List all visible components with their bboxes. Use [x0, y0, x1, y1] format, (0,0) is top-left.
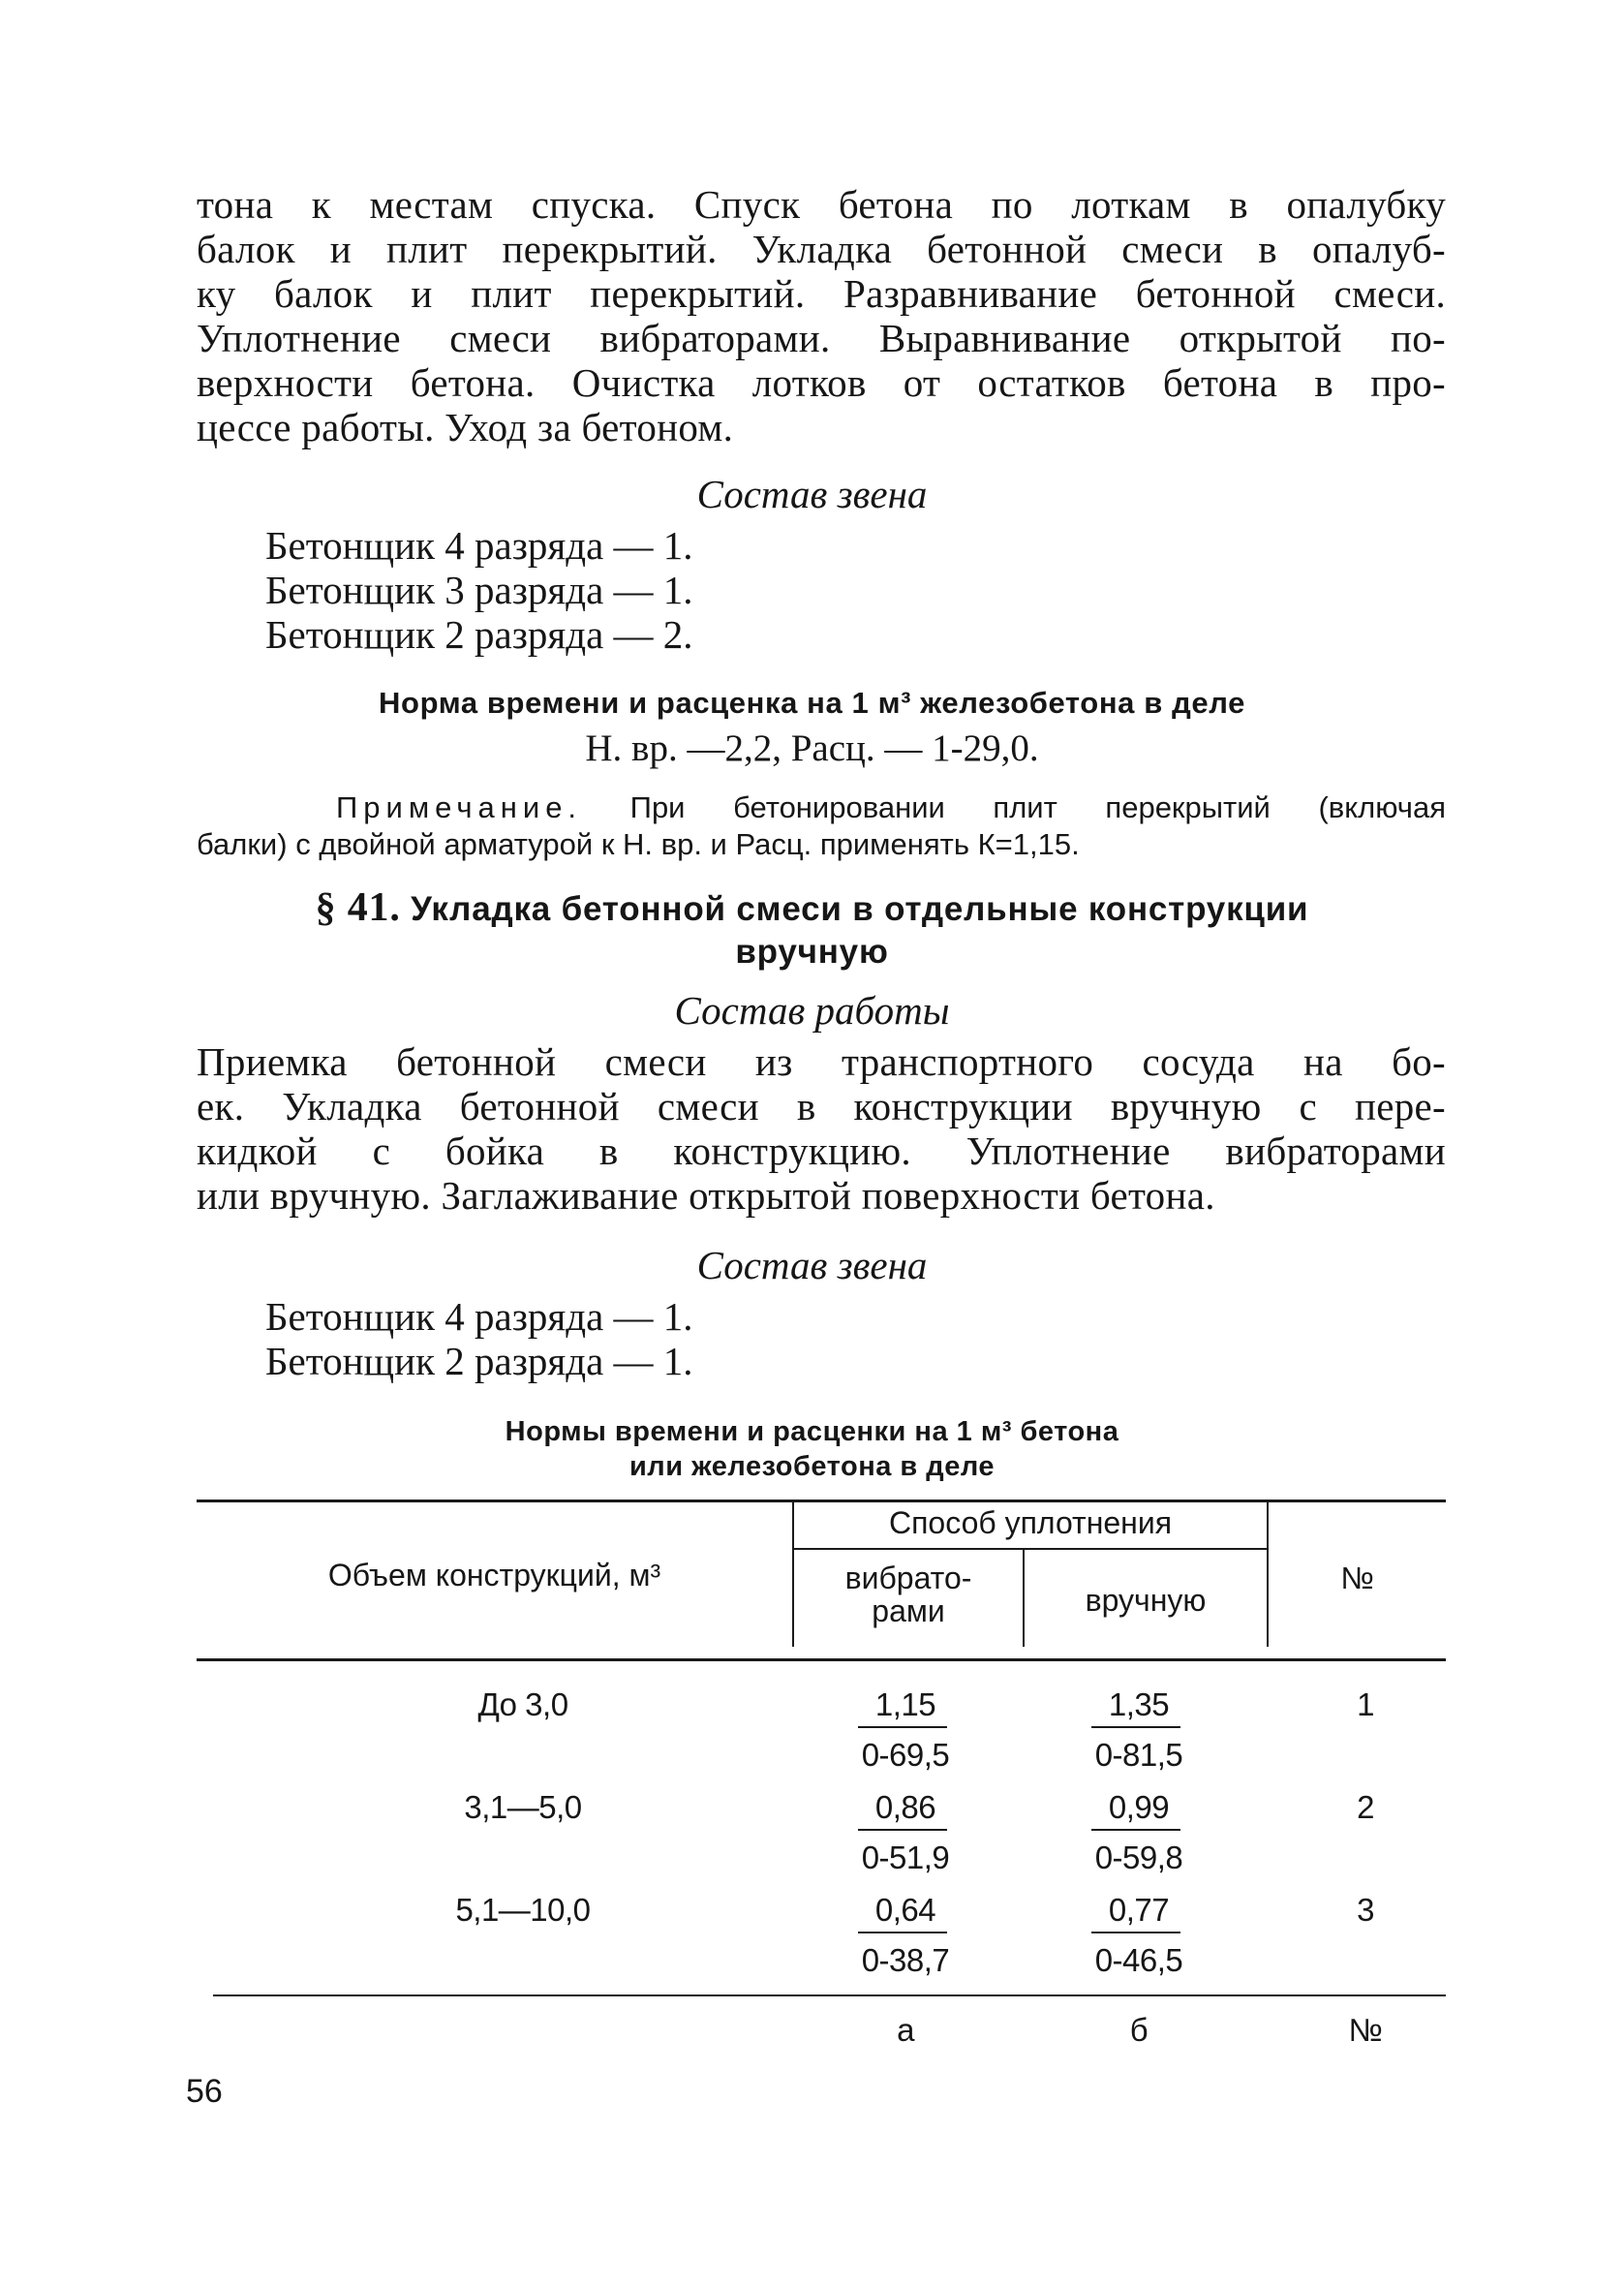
section-41-title-text: Укладка бетонной смеси в отдельные конструкции: [411, 890, 1309, 928]
work-line: Приемка бетонной смеси из транспортного сосуда на бо-: [197, 1039, 1446, 1084]
note: [197, 789, 1446, 863]
fraction-bar: [1091, 1932, 1180, 1933]
col-volume-header: Объем конструкций, м³: [327, 1558, 661, 1592]
crew-member: Бетонщик 3 разряда — 1.: [265, 568, 693, 612]
fraction-bar: [858, 1726, 947, 1728]
page-number: 56: [186, 2073, 223, 2110]
note-line-1-text: При бетонировании плит перекрытий (включая: [629, 790, 1446, 824]
crew-member: Бетонщик 2 разряда — 1.: [265, 1339, 693, 1383]
fraction-bar: [1091, 1829, 1180, 1831]
row-3-volume: 5,1—10,0: [455, 1892, 591, 1928]
intro-line: ку балок и плит перекрытий. Разравнивание бетонной смеси.: [197, 271, 1446, 316]
fraction-bar: [858, 1932, 947, 1933]
row-2-no: 2: [1357, 1789, 1374, 1825]
row-3-no: 3: [1357, 1892, 1374, 1928]
col-method-header: Способ уплотнения: [888, 1505, 1173, 1540]
row-1-man-norm: 1,35: [1108, 1686, 1170, 1722]
row-3-man-norm: 0,77: [1108, 1892, 1170, 1928]
table-title-line-2: или железобетона в деле: [628, 1451, 995, 1482]
row-2-man-norm: 0,99: [1108, 1789, 1170, 1825]
intro-line: верхности бетона. Очистка лотков от остатков бетона в про-: [197, 360, 1446, 405]
crew-member: Бетонщик 4 разряда — 1.: [265, 523, 693, 568]
table-bottom-rule: [213, 1994, 1446, 1996]
work-paragraph: [197, 1039, 1446, 1218]
section-41-title-line-1: [0, 886, 1624, 931]
work-line: кидкой с бойка в конструкцию. Уплотнение вибраторами: [197, 1129, 1446, 1173]
crew-2-heading: Состав звена: [696, 1243, 928, 1287]
norm-1-value: Н. вр. —2,2, Расц. — 1-29,0.: [585, 727, 1039, 769]
work-line: или вручную. Заглаживание открытой поверхности бетона.: [197, 1173, 1215, 1218]
column-no-footer: №: [1348, 2012, 1383, 2048]
intro-line: цессе работы. Уход за бетоном.: [197, 405, 734, 449]
table-title: [0, 1414, 1624, 1484]
row-3-vibr-norm: 0,64: [874, 1892, 936, 1928]
note-line-1: [336, 789, 1446, 826]
note-lead: Примечание.: [336, 790, 583, 824]
row-3-vibr-rate: 0-38,7: [861, 1942, 950, 1978]
fraction-bar: [858, 1829, 947, 1831]
column-letter-a: а: [897, 2012, 914, 2048]
norm-1-heading: Норма времени и расценка на 1 м³ железобетона в деле: [379, 686, 1245, 720]
table-title-line-1: Нормы времени и расценки на 1 м³ бетона: [505, 1416, 1119, 1447]
section-sign: § 41.: [315, 885, 401, 930]
row-2-vibr-rate: 0-51,9: [861, 1840, 950, 1875]
work-line: ек. Укладка бетонной смеси в конструкции вручную с пере-: [197, 1084, 1446, 1129]
column-letter-b: б: [1129, 2012, 1149, 2048]
crew-1-list: [265, 523, 693, 657]
row-1-man-rate: 0-81,5: [1094, 1737, 1183, 1773]
row-2-man-rate: 0-59,8: [1094, 1840, 1183, 1875]
col-manual-header: вручную: [1085, 1583, 1207, 1618]
row-1-vibr-rate: 0-69,5: [861, 1737, 950, 1773]
row-3-man-rate: 0-46,5: [1094, 1942, 1183, 1978]
intro-line: Уплотнение смеси вибраторами. Выравнивание открытой по-: [197, 316, 1446, 360]
row-1-volume: До 3,0: [477, 1686, 568, 1722]
crew-member: Бетонщик 4 разряда — 1.: [265, 1294, 693, 1339]
crew-1-heading: Состав звена: [696, 472, 928, 516]
col-vibr-header: вибрато- рами: [844, 1561, 972, 1628]
col-no-header: №: [1340, 1561, 1374, 1595]
section-41-title-line-2: вручную: [735, 933, 889, 971]
table-top-rule: [197, 1500, 1446, 1502]
fraction-bar: [1091, 1726, 1180, 1728]
intro-paragraph: [197, 182, 1446, 449]
row-1-vibr-norm: 1,15: [874, 1686, 936, 1722]
table-header-rule: [197, 1658, 1446, 1661]
section-41-title: [0, 886, 1624, 974]
row-2-vibr-norm: 0,86: [874, 1789, 936, 1825]
crew-member: Бетонщик 2 разряда — 2.: [265, 612, 693, 657]
note-line-2: балки) с двойной арматурой к Н. вр. и Расц. применять К=1,15.: [197, 827, 1080, 861]
row-1-no: 1: [1357, 1686, 1374, 1722]
intro-line: тона к местам спуска. Спуск бетона по лоткам в опалубку: [197, 182, 1446, 227]
crew-2-list: [265, 1294, 693, 1383]
row-2-volume: 3,1—5,0: [464, 1789, 582, 1825]
work-heading: Состав работы: [674, 988, 950, 1033]
intro-line: балок и плит перекрытий. Укладка бетонной смеси в опалуб-: [197, 227, 1446, 271]
table-method-rule: [794, 1548, 1267, 1550]
